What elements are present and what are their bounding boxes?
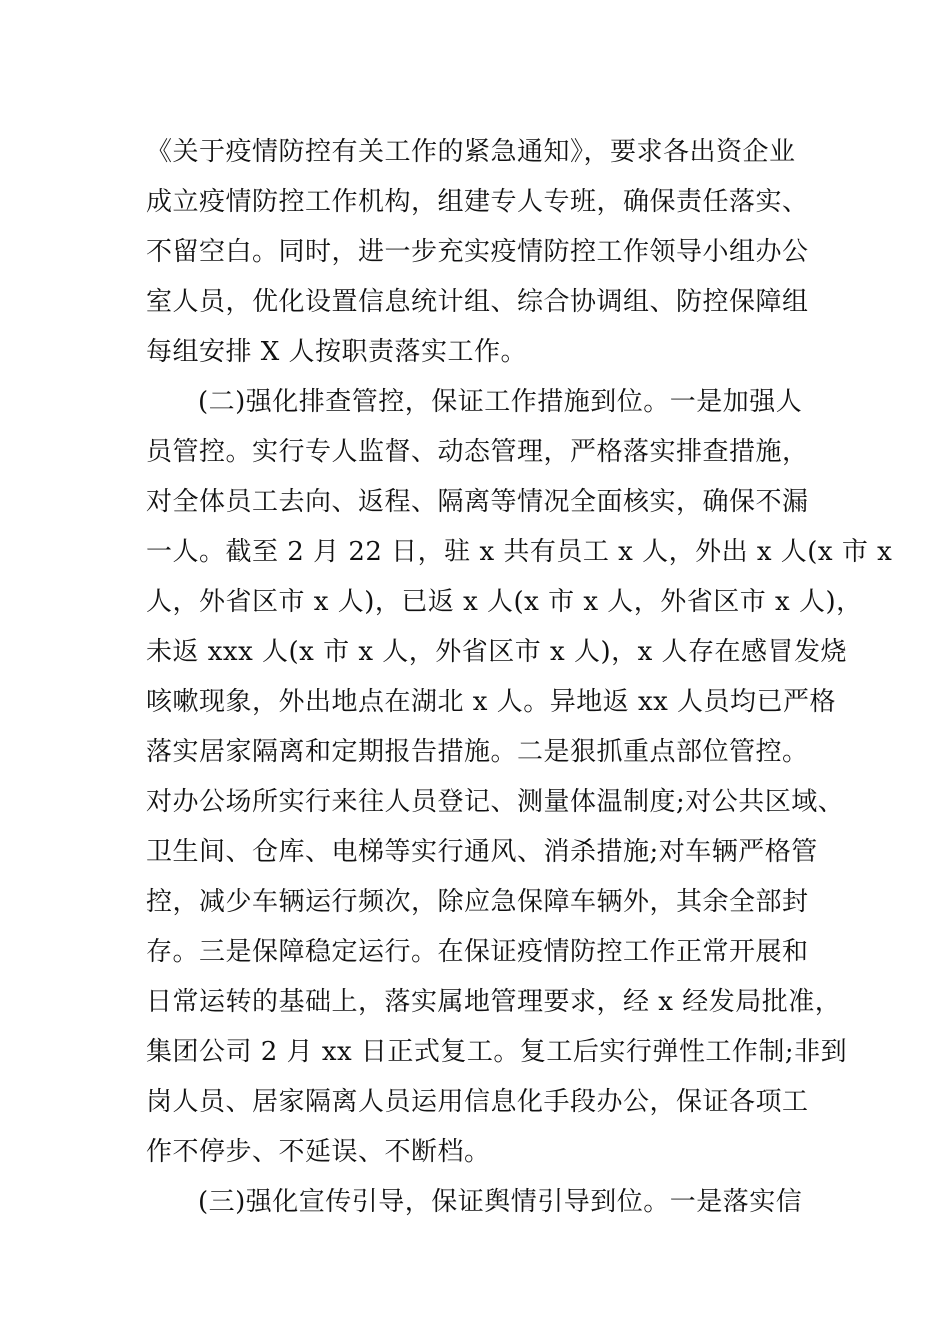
text-line: 岗人员、居家隔离人员运用信息化手段办公，保证各项工 bbox=[146, 1087, 809, 1117]
text-line: 落实居家隔离和定期报告措施。二是狠抓重点部位管控。 bbox=[146, 737, 809, 767]
text-line: 对办公场所实行来往人员登记、测量体温制度;对公共区域、 bbox=[146, 787, 845, 817]
text-line: 作不停步、不延误、不断档。 bbox=[146, 1137, 491, 1167]
text-line: 室人员，优化设置信息统计组、综合协调组、防控保障组 bbox=[146, 287, 809, 317]
text-line: 咳嗽现象，外出地点在湖北 x 人。异地返 xx 人员均已严格 bbox=[146, 687, 837, 717]
text-line: 日常运转的基础上，落实属地管理要求，经 x 经发局批准， bbox=[146, 987, 842, 1017]
text-line: 成立疫情防控工作机构，组建专人专班，确保责任落实、 bbox=[146, 187, 809, 217]
text-line: 卫生间、仓库、电梯等实行通风、消杀措施;对车辆严格管 bbox=[146, 837, 818, 867]
text-line: 员管控。实行专人监督、动态管理，严格落实排查措施， bbox=[146, 437, 809, 467]
text-line: 控，减少车辆运行频次，除应急保障车辆外，其余全部封 bbox=[146, 887, 809, 917]
paragraph-heading-line: (三)强化宣传引导，保证舆情引导到位。一是落实信 bbox=[198, 1187, 803, 1217]
text-line: 不留空白。同时，进一步充实疫情防控工作领导小组办公 bbox=[146, 237, 809, 267]
text-line: 每组安排 X 人按职责落实工作。 bbox=[146, 337, 528, 367]
text-line: 一人。截至 2 月 22 日，驻 x 共有员工 x 人，外出 x 人(x 市 x bbox=[146, 537, 893, 567]
paragraph-heading-line: (二)强化排查管控，保证工作措施到位。一是加强人 bbox=[198, 387, 803, 417]
text-line: 对全体员工去向、返程、隔离等情况全面核实，确保不漏 bbox=[146, 487, 809, 517]
text-line: 未返 xxx 人(x 市 x 人，外省区市 x 人)，x 人存在感冒发烧 bbox=[146, 637, 848, 667]
text-line: 存。三是保障稳定运行。在保证疫情防控工作正常开展和 bbox=[146, 937, 809, 967]
text-line: 集团公司 2 月 xx 日正式复工。复工后实行弹性工作制;非到 bbox=[146, 1037, 848, 1067]
text-line: 人，外省区市 x 人)，已返 x 人(x 市 x 人，外省区市 x 人)， bbox=[146, 587, 863, 617]
text-line: 《关于疫情防控有关工作的紧急通知》，要求各出资企业 bbox=[146, 137, 796, 167]
